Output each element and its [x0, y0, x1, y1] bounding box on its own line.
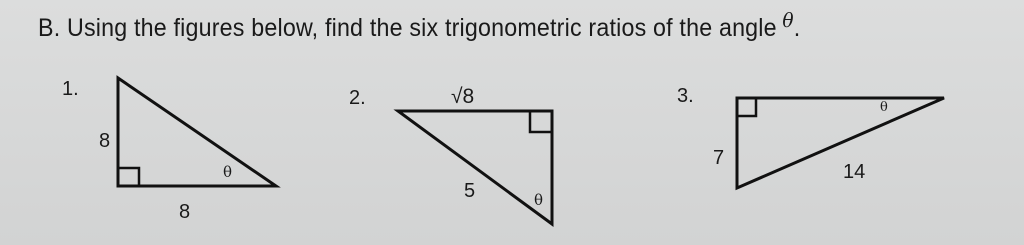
figure-1-outline — [118, 78, 276, 186]
instruction-sentence: B. Using the figures below, find the six trigonometric ratios of the angle — [38, 14, 777, 42]
figure-2-top-side-label: √8 — [451, 85, 475, 108]
figure-3-angle-label: θ — [880, 100, 888, 115]
figure-2-angle-label: θ — [534, 191, 544, 209]
instruction-period: . — [793, 14, 801, 42]
figure-2-number: 2. — [349, 87, 366, 109]
figure-3-number: 3. — [677, 85, 694, 107]
figure-3-right-angle-mark — [737, 98, 756, 116]
figure-1-right-angle-mark — [118, 168, 139, 186]
figure-1-vertical-side-label: 8 — [99, 130, 111, 152]
figure-3-outline — [737, 98, 944, 188]
figure-3-hypotenuse-label: 14 — [843, 161, 866, 183]
figure-3-triangle — [737, 98, 944, 188]
figure-3-vertical-side-label: 7 — [713, 147, 725, 169]
figure-2-triangle — [398, 111, 552, 224]
figure-1-triangle — [118, 78, 276, 186]
figure-1-angle-label: θ — [223, 163, 233, 181]
figure-2-hypotenuse-label: 5 — [464, 180, 476, 202]
figure-1-number: 1. — [62, 78, 79, 100]
figure-2-right-angle-mark — [530, 111, 552, 132]
instruction-theta: θ — [782, 8, 794, 32]
figure-1-horizontal-side-label: 8 — [179, 201, 191, 223]
